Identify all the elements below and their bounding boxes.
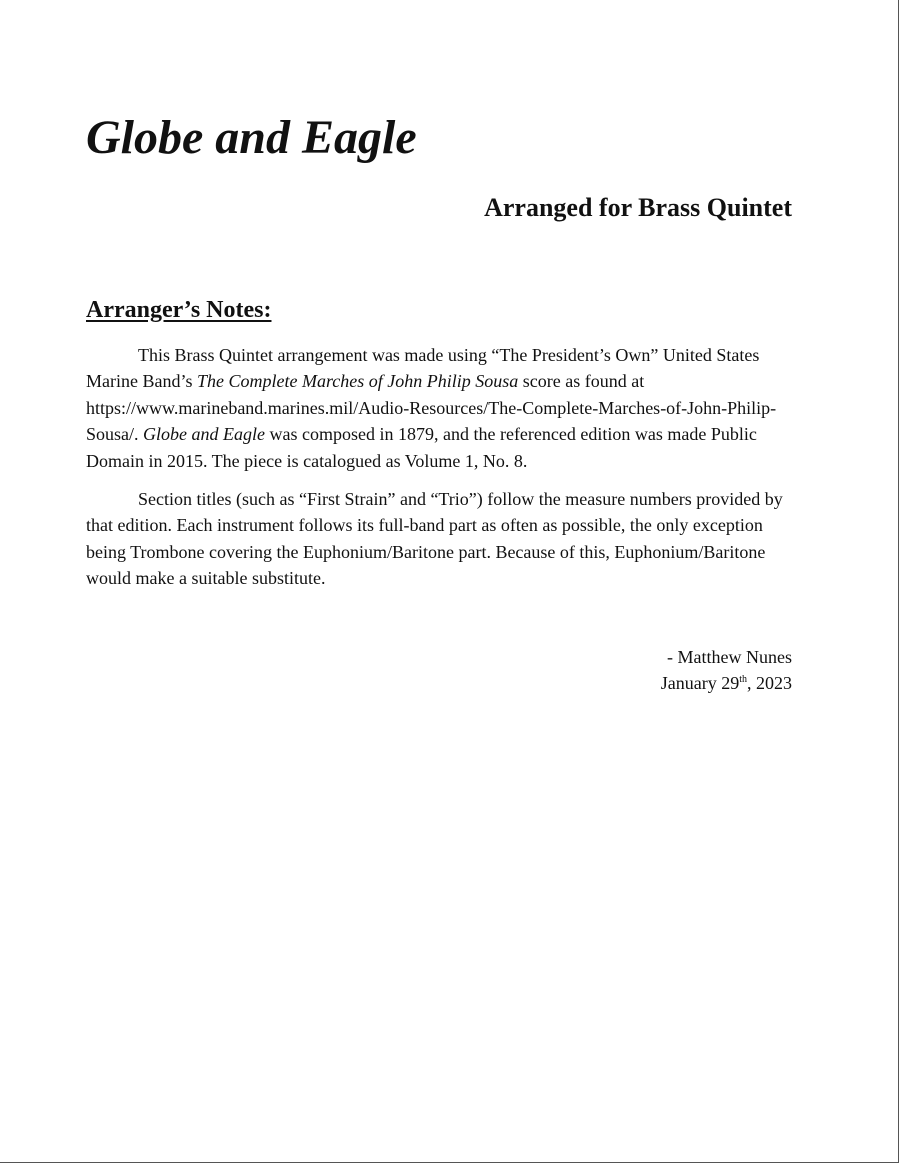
date-year: , 2023 bbox=[747, 673, 792, 693]
notes-paragraph-2: Section titles (such as “First Strain” and “Trio”) follow the measure numbers provided by that edition. Each instrument follows its full-band part as often as possible, the only exception being Trombone covering the Euphonium/Baritone part. Because of this, Euphonium/Baritone would make a suitable substitute. bbox=[86, 489, 783, 589]
arranger-notes bbox=[86, 342, 802, 592]
document-subtitle: Arranged for Brass Quintet bbox=[484, 193, 792, 222]
p1-text-2: score as found at https://www.marineband.marines.mil/Audio-Resources/The-Complete-Marches-of-John-Philip-Sousa/. bbox=[86, 371, 777, 445]
p1-italic-score-title: The Complete Marches of John Philip Sousa bbox=[196, 371, 519, 392]
p1-italic-piece-title: Globe and Eagle bbox=[143, 424, 265, 445]
signature-block bbox=[661, 644, 792, 696]
signature-date bbox=[661, 670, 792, 696]
date-month-day: January 29 bbox=[660, 673, 740, 693]
p1-text-1: This Brass Quintet arrangement was made using “The President’s Own” United States Marine Band’s bbox=[86, 345, 760, 392]
document-title: Globe and Eagle bbox=[86, 111, 417, 164]
date-ordinal-suffix: th bbox=[739, 674, 747, 685]
p1-text-3: was composed in 1879, and the referenced edition was made Public Domain in 2015. The piece is catalogued as Volume 1, No. 8. bbox=[86, 424, 757, 471]
notes-paragraph-1 bbox=[86, 342, 802, 474]
signature-name: - Matthew Nunes bbox=[667, 647, 792, 667]
notes-heading: Arranger’s Notes: bbox=[86, 297, 272, 323]
